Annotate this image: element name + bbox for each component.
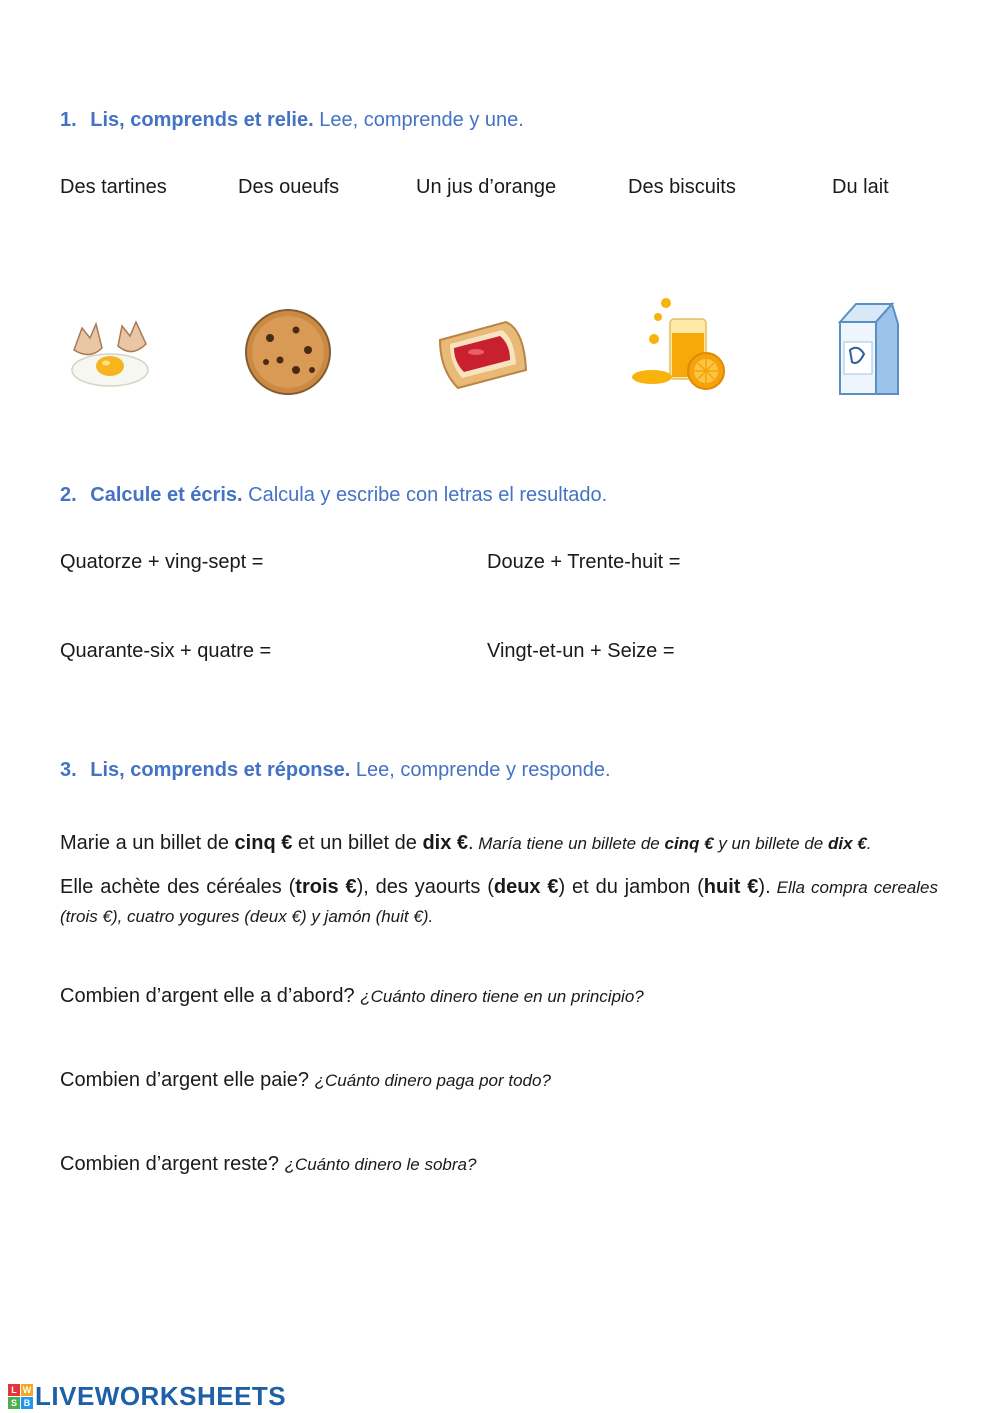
calc-item-3: Quarante-six + quatre =	[60, 640, 272, 662]
section-title-fr: Lis, comprends et réponse.	[90, 759, 351, 781]
section-1-heading	[60, 109, 524, 132]
section-number: 3.	[60, 759, 77, 781]
amount: dix €	[827, 834, 867, 853]
text: ).	[758, 876, 771, 898]
amount: cinq €	[664, 834, 714, 853]
section-2-heading	[60, 484, 607, 507]
orange-juice-icon	[628, 295, 728, 395]
question-fr: Combien d’argent elle a d’abord?	[60, 985, 355, 1007]
question-2	[60, 1069, 551, 1092]
section-title-fr: Calcule et écris.	[90, 484, 243, 506]
amount: cinq €	[234, 832, 293, 854]
translation: Ella compra cereales (trois €), cuatro yogures (deux €) y jamón (huit €).	[60, 878, 938, 926]
translation: y un billete de	[713, 834, 828, 853]
story-paragraph-1	[60, 829, 940, 858]
badge-letter: L	[8, 1384, 20, 1396]
question-fr: Combien d’argent reste?	[60, 1153, 280, 1175]
badge-letter: S	[8, 1397, 20, 1409]
cookie-icon	[240, 300, 340, 400]
milk-carton-icon	[822, 296, 922, 396]
calc-item-4: Vingt-et-un + Seize =	[487, 640, 675, 662]
word-5: Du lait	[832, 176, 889, 198]
amount: dix €	[422, 832, 469, 854]
section-title-es: Lee, comprende y responde.	[355, 759, 611, 781]
amount: huit €	[703, 876, 759, 898]
word-4: Des biscuits	[628, 176, 736, 198]
section-title-es: Calcula y escribe con letras el resultado.	[248, 484, 608, 506]
section-number: 2.	[60, 484, 77, 506]
section-title-es: Lee, comprende y une.	[319, 109, 524, 131]
text: Marie a un billet de	[60, 832, 235, 854]
text: ) et du jambon (	[558, 876, 704, 898]
text: et un billet de	[292, 832, 423, 854]
section-3-heading	[60, 759, 611, 782]
text: Elle achète des céréales (	[60, 876, 296, 898]
calc-item-2: Douze + Trente-huit =	[487, 551, 681, 573]
logo-badge-icon	[8, 1384, 33, 1409]
section-title-fr: Lis, comprends et relie.	[90, 109, 314, 131]
word-2: Des oueufs	[238, 176, 340, 198]
text: .	[468, 832, 474, 854]
calc-item-1: Quatorze + ving-sept =	[60, 551, 264, 573]
amount: deux €	[493, 876, 559, 898]
logo-text: LIVEWORKSHEETS	[35, 1381, 287, 1411]
translation: María tiene un billete de	[473, 834, 665, 853]
question-fr: Combien d’argent elle paie?	[60, 1069, 310, 1091]
toast-jam-icon	[432, 300, 532, 400]
word-3: Un jus d’orange	[416, 176, 557, 198]
amount: trois €	[295, 876, 357, 898]
badge-letter: B	[21, 1397, 33, 1409]
question-es: ¿Cuánto dinero tiene en un principio?	[360, 987, 644, 1006]
question-es: ¿Cuánto dinero le sobra?	[284, 1155, 477, 1174]
text: ), des yaourts (	[356, 876, 494, 898]
question-es: ¿Cuánto dinero paga por todo?	[314, 1071, 551, 1090]
badge-letter: W	[22, 1385, 32, 1395]
liveworksheets-logo	[8, 1381, 286, 1412]
question-1	[60, 985, 644, 1008]
story-paragraph-2	[60, 873, 938, 931]
egg-icon	[60, 300, 160, 400]
question-3	[60, 1153, 476, 1176]
word-1: Des tartines	[60, 176, 167, 198]
section-number: 1.	[60, 109, 77, 131]
translation: .	[866, 834, 872, 853]
